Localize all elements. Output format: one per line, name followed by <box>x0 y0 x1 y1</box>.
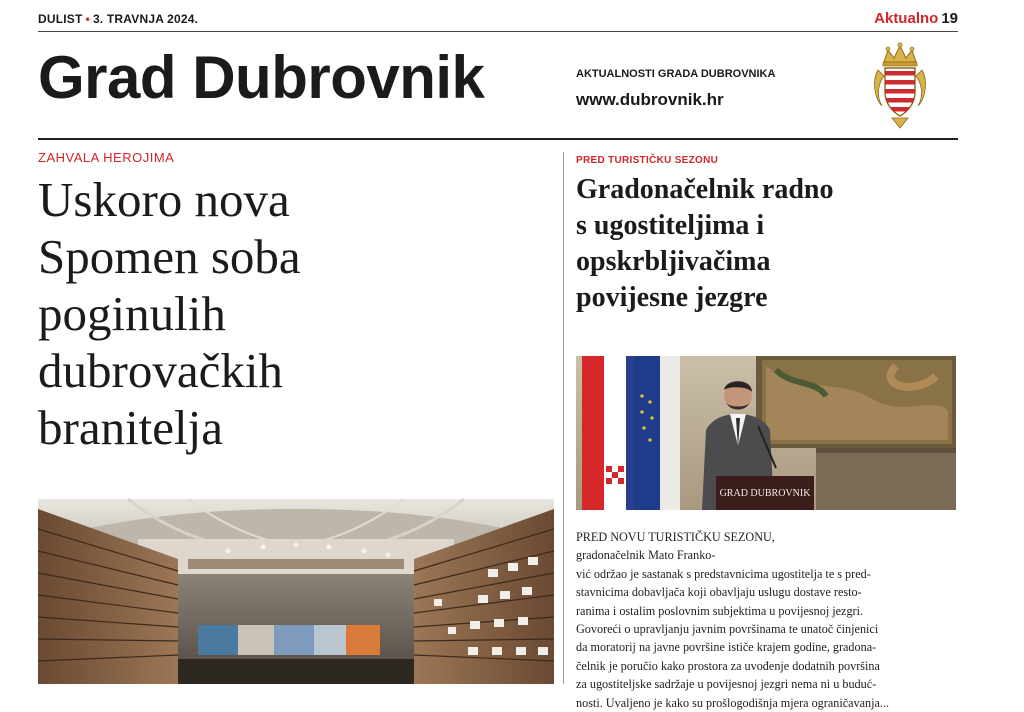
right-article-kicker: PRED TURISTIČKU SEZONU <box>576 155 719 166</box>
page-number: 19 <box>941 10 958 27</box>
headline-line: Spomen soba <box>38 229 301 284</box>
left-article-headline <box>38 171 556 456</box>
headline-line: povijesne jezgre <box>576 282 768 313</box>
left-article-kicker: ZAHVALA HEROJIMA <box>38 150 175 165</box>
body-line: ranima i ostalim poslovnim subjektima u povijesnoj jezgri. <box>576 603 864 618</box>
body-line: stavnicima dobavljača koji obavljaju uslugu dostave resto- <box>576 585 862 600</box>
section-name: Aktualno <box>874 10 939 27</box>
masthead-title: Grad Dubrovnik <box>38 44 485 111</box>
header-rule <box>38 31 958 32</box>
page-header-bar <box>38 10 958 30</box>
headline-line: poginulih <box>38 286 226 341</box>
masthead-rule <box>38 138 958 140</box>
dubrovnik-coat-of-arms-icon <box>870 40 930 130</box>
body-line: nosti. Uvaljeno je kako su prošlogodišnja mjera ograničavanja... <box>576 695 890 710</box>
body-line: vić održao je sastanak s predstavnicima ugostitelja te s pred- <box>576 566 871 581</box>
memorial-room-photo <box>38 499 554 684</box>
masthead-tagline: AKTUALNOSTI GRADA DUBROVNIKA <box>576 68 776 80</box>
masthead-url: www.dubrovnik.hr <box>576 90 724 109</box>
section-page-label <box>874 10 958 27</box>
body-line: Govoreći o upravljanju javnim površinama te unatoč činjenici <box>576 622 879 637</box>
headline-line: dubrovačkih <box>38 343 283 398</box>
podium-label: GRAD DUBROVNIK <box>719 488 811 499</box>
masthead <box>38 40 958 135</box>
publication-name: DULIST <box>38 12 83 26</box>
body-line: čelnik je poručio kako prostora za uvođenje dodatnih površina <box>576 658 880 673</box>
body-line-text: gradonačelnik Mato Franko- <box>576 548 716 563</box>
headline-line: Uskoro nova <box>38 172 290 227</box>
left-article <box>38 150 556 456</box>
right-article <box>576 155 958 316</box>
right-article-headline <box>576 172 958 316</box>
body-lead: PRED NOVU TURISTIČKU SEZONU, <box>576 530 775 544</box>
headline-line: s ugostiteljima i <box>576 210 765 241</box>
body-line: za ugostiteljske sadržaje u povijesnoj jezgri nema ni u buduć- <box>576 677 877 692</box>
headline-line: Gradonačelnik radno <box>576 174 834 205</box>
body-line: da moratorij na javne površine ističe krajem godine, gradona- <box>576 640 877 655</box>
column-divider <box>563 152 564 684</box>
issue-date: 3. TRAVNJA 2024. <box>92 12 199 26</box>
headline-line: opskrbljivačima <box>576 246 771 277</box>
right-article-body <box>576 528 958 712</box>
body-line <box>576 528 958 565</box>
separator-bullet: • <box>85 12 90 26</box>
issue-info <box>38 12 198 26</box>
mayor-at-podium-photo <box>576 356 956 510</box>
headline-line: branitelja <box>38 400 224 455</box>
